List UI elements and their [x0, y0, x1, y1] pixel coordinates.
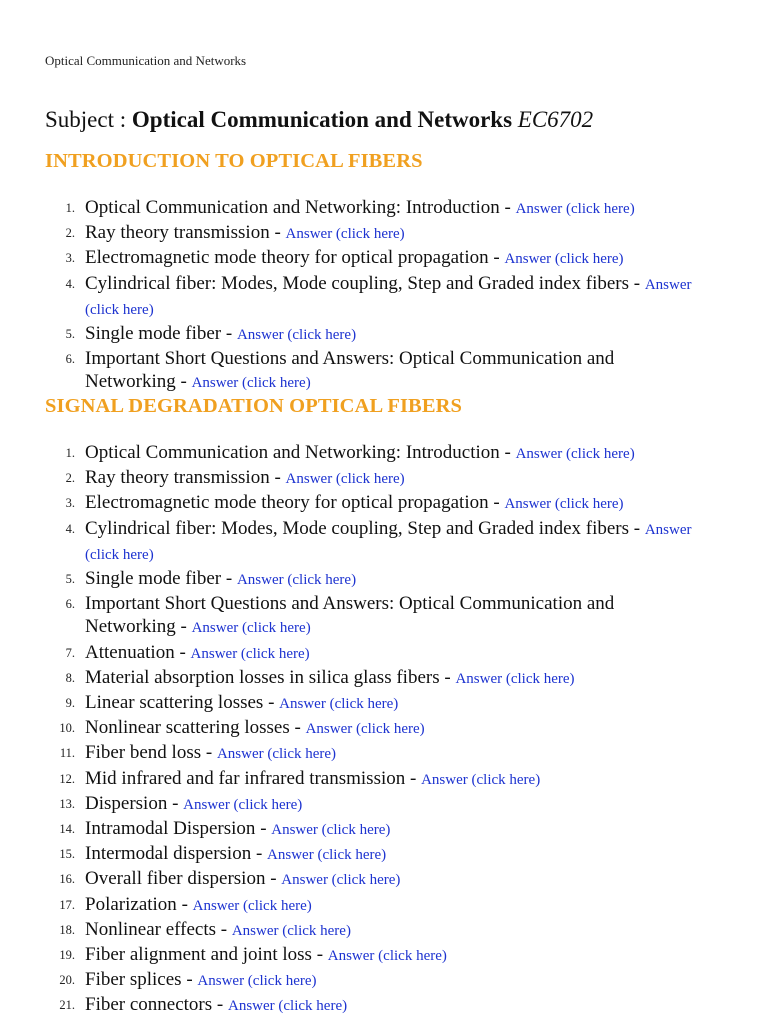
answer-link[interactable]: Answer (click here) — [285, 471, 405, 488]
list-item-number: 5. — [65, 572, 75, 587]
list-item: 10. Nonlinear scattering losses - Answer (click here) — [0, 716, 700, 741]
answer-link[interactable]: Answer (click here) — [327, 948, 447, 965]
list-item: 3. Electromagnetic mode theory for optical propagation - Answer (click here) — [0, 491, 700, 516]
topic-title: Fiber alignment and joint loss — [85, 944, 312, 966]
topic-title: Overall fiber dispersion — [85, 868, 266, 890]
list-item: 4. Cylindrical fiber: Modes, Mode coupling, Step and Graded index fibers - Answer (click here) — [0, 517, 700, 567]
list-item-number: 9. — [65, 696, 75, 711]
list-item-number: 4. — [65, 521, 75, 536]
topic-title: Fiber splices — [85, 969, 182, 991]
list-item-number: 14. — [59, 822, 75, 837]
subject-code: EC6702 — [517, 107, 594, 132]
list-item-number: 6. — [65, 597, 75, 612]
answer-link[interactable]: Answer (click here) — [236, 327, 357, 344]
list-item: 16. Overall fiber dispersion - Answer (click here) — [0, 867, 700, 892]
list-item-number: 20. — [59, 973, 75, 988]
list-item: 12. Mid infrared and far infrared transmission - Answer (click here) — [0, 767, 700, 792]
answer-link[interactable]: Answer (click here) — [231, 922, 351, 939]
answer-link[interactable]: Answer (click here) — [267, 847, 387, 864]
list-item-number: 4. — [65, 276, 75, 291]
answer-link[interactable]: Answer (click here) — [191, 375, 311, 392]
list-item: 3. Electromagnetic mode theory for optical propagation - Answer (click here) — [0, 246, 700, 271]
list-item: 2. Ray theory transmission - Answer (click here) — [0, 466, 700, 491]
list-item-number: 3. — [65, 251, 75, 266]
subject-line — [45, 106, 593, 134]
answer-link[interactable]: Answer (click here) — [504, 251, 624, 268]
list-item: 6. Important Short Questions and Answers: Optical Communication and Networking - Answer (click here) — [0, 347, 700, 395]
list-item: 17. Polarization - Answer (click here) — [0, 893, 700, 918]
running-header: Optical Communication and Networks — [45, 53, 247, 68]
list-item: 1. Optical Communication and Networking: Introduction - Answer (click here) — [0, 441, 700, 466]
list-item: 13. Dispersion - Answer (click here) — [0, 792, 700, 817]
list-item-number: 8. — [65, 670, 75, 685]
answer-link[interactable]: Answer (click here) — [197, 973, 317, 990]
list-item: 19. Fiber alignment and joint loss - Answer (click here) — [0, 943, 700, 968]
topic-title: Attenuation — [85, 641, 175, 663]
list-item-number: 1. — [65, 201, 75, 215]
topic-title: Cylindrical fiber: Modes, Mode coupling, Step and Graded index fibers — [85, 272, 630, 294]
list-item: 5. Single mode fiber - Answer (click here) — [0, 567, 700, 592]
answer-link[interactable]: Answer (click here) — [281, 872, 401, 889]
topic-title: Ray theory transmission — [85, 222, 270, 244]
list-item: 5. Single mode fiber - Answer (click here) — [0, 322, 700, 347]
list-item-number: 1. — [65, 446, 75, 460]
answer-link[interactable]: Answer (click here) — [305, 721, 425, 738]
list-item-number: 7. — [65, 645, 75, 660]
answer-link[interactable]: Answer (click here) — [455, 670, 575, 687]
topic-title: Single mode fiber — [85, 568, 222, 590]
answer-link[interactable]: Answer (click here) — [515, 201, 635, 217]
list-item-number: 11. — [59, 746, 75, 761]
list-item: 18. Nonlinear effects - Answer (click here) — [0, 918, 700, 943]
answer-link[interactable]: Answer (click here) — [85, 276, 692, 318]
list-item: 14. Intramodal Dispersion - Answer (click here) — [0, 817, 700, 842]
topic-title: Electromagnetic mode theory for optical propagation — [85, 492, 489, 514]
list-item: 8. Material absorption losses in silica glass fibers - Answer (click here) — [0, 666, 700, 691]
answer-link[interactable]: Answer (click here) — [271, 822, 391, 839]
topic-title: Material absorption losses in silica glass fibers — [85, 666, 440, 688]
list-item-number: 2. — [65, 471, 75, 486]
topic-title: Single mode fiber — [85, 323, 222, 345]
list-item-number: 2. — [65, 226, 75, 241]
topic-title: Electromagnetic mode theory for optical propagation — [85, 247, 489, 269]
answer-link[interactable]: Answer (click here) — [515, 446, 635, 462]
answer-link[interactable]: Answer (click here) — [190, 645, 310, 662]
list-item-number: 13. — [59, 796, 75, 811]
list-item: 6. Important Short Questions and Answers: Optical Communication and Networking - Answer (click here) — [0, 592, 700, 640]
answer-link[interactable]: Answer (click here) — [227, 998, 348, 1015]
list-item: 4. Cylindrical fiber: Modes, Mode coupling, Step and Graded index fibers - Answer (click here) — [0, 272, 700, 322]
answer-link[interactable]: Answer (click here) — [191, 620, 311, 637]
subject-prefix: Subject : — [45, 107, 132, 132]
list-item-number: 19. — [59, 948, 75, 963]
list-item-number: 3. — [65, 496, 75, 511]
list-item-number: 6. — [65, 352, 75, 367]
answer-link[interactable]: Answer (click here) — [285, 226, 405, 243]
topic-title: Nonlinear scattering losses — [85, 717, 290, 739]
topic-title: Optical Communication and Networking: Introduction — [85, 442, 500, 463]
section-heading-signal-degradation: SIGNAL DEGRADATION OPTICAL FIBERS — [45, 395, 462, 417]
topic-title: Cylindrical fiber: Modes, Mode coupling, Step and Graded index fibers — [85, 517, 630, 539]
topic-title: Ray theory transmission — [85, 467, 270, 489]
topic-title: Nonlinear effects — [85, 918, 217, 940]
list-item: 1. Optical Communication and Networking: Introduction - Answer (click here) — [0, 196, 700, 221]
section-heading-introduction: INTRODUCTION TO OPTICAL FIBERS — [45, 150, 423, 172]
topic-title: Important Short Questions and Answers: Optical Communication and Networking — [85, 348, 615, 393]
topic-title: Polarization — [85, 893, 177, 915]
list-item: 20. Fiber splices - Answer (click here) — [0, 968, 700, 993]
list-item-number: 21. — [59, 998, 75, 1013]
list-item-number: 17. — [59, 897, 75, 912]
answer-link[interactable]: Answer (click here) — [279, 696, 399, 713]
answer-link[interactable]: Answer (click here) — [183, 796, 303, 813]
list-item-number: 12. — [59, 771, 75, 786]
list-item: 11. Fiber bend loss - Answer (click here) — [0, 741, 700, 766]
list-item-number: 10. — [59, 721, 75, 736]
answer-link[interactable]: Answer (click here) — [421, 771, 541, 788]
list-item-number: 18. — [59, 922, 75, 937]
list-item: 9. Linear scattering losses - Answer (click here) — [0, 691, 700, 716]
topic-list-signal-degradation — [0, 441, 700, 1019]
subject-name: Optical Communication and Networks — [131, 107, 513, 132]
list-item: 21. Fiber connectors - Answer (click here) — [0, 993, 700, 1018]
answer-link[interactable]: Answer (click here) — [192, 897, 312, 914]
answer-link[interactable]: Answer (click here) — [85, 521, 692, 563]
list-item: 2. Ray theory transmission - Answer (click here) — [0, 221, 700, 246]
answer-link[interactable]: Answer (click here) — [236, 572, 357, 589]
topic-title: Dispersion — [85, 792, 168, 814]
answer-link[interactable]: Answer (click here) — [504, 496, 624, 513]
topic-title: Intramodal Dispersion — [85, 818, 256, 840]
topic-title: Important Short Questions and Answers: Optical Communication and Networking — [85, 593, 615, 638]
topic-title: Linear scattering losses — [85, 692, 264, 714]
topic-list-introduction — [0, 196, 700, 396]
topic-title: Optical Communication and Networking: Introduction — [85, 197, 500, 218]
topic-title: Fiber connectors — [85, 994, 213, 1016]
list-item: 15. Intermodal dispersion - Answer (click here) — [0, 842, 700, 867]
topic-title: Fiber bend loss — [85, 742, 202, 764]
list-item-number: 16. — [59, 872, 75, 887]
topic-title: Intermodal dispersion — [85, 843, 252, 865]
list-item: 7. Attenuation - Answer (click here) — [0, 641, 700, 666]
topic-title: Mid infrared and far infrared transmission — [85, 767, 406, 789]
list-item-number: 15. — [59, 847, 75, 862]
answer-link[interactable]: Answer (click here) — [216, 746, 337, 763]
list-item-number: 5. — [65, 327, 75, 342]
